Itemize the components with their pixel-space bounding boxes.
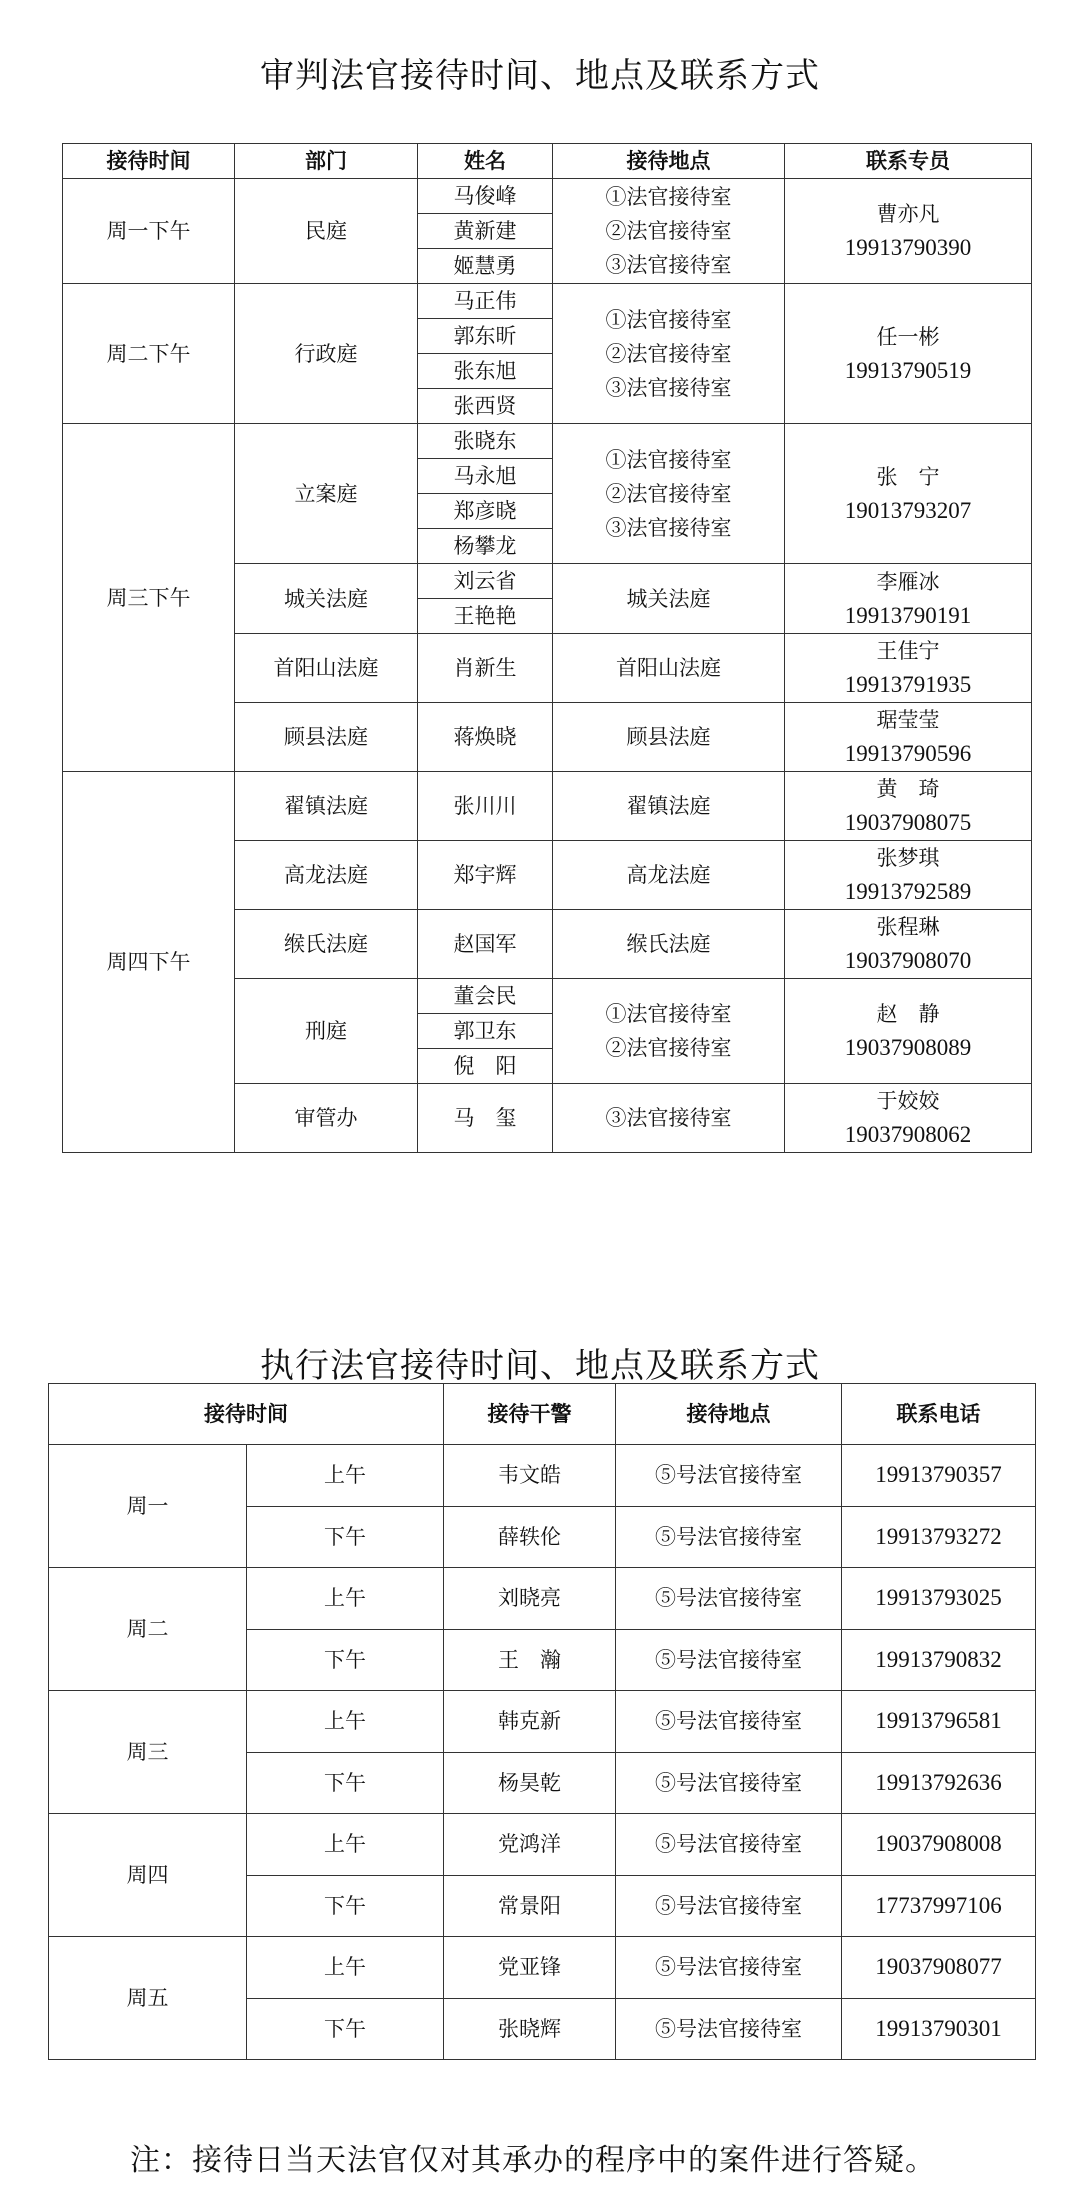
judge-name-cell: 张西贤 <box>418 389 553 424</box>
contact-cell <box>785 1084 1032 1153</box>
reception-time-cell: 周三下午 <box>63 424 235 772</box>
contact-cell <box>785 564 1032 634</box>
exec-table-body <box>49 1445 1036 2060</box>
contact-name: 张程琳 <box>876 915 940 939</box>
place-line: 缑氏法庭 <box>626 932 711 956</box>
exec-day-cell: 周一 <box>49 1445 247 1568</box>
exec-phone-cell: 19913796581 <box>842 1691 1036 1753</box>
place-line: ①法官接待室 <box>605 447 732 472</box>
exec-officer-cell: 王 瀚 <box>444 1629 616 1691</box>
place-cell <box>553 1084 785 1153</box>
exec-period-cell: 上午 <box>247 1568 444 1630</box>
exec-period-cell: 下午 <box>247 1875 444 1937</box>
contact-cell <box>785 979 1032 1084</box>
table-row <box>63 284 1032 319</box>
exec-period-cell: 下午 <box>247 1629 444 1691</box>
table-row <box>63 424 1032 459</box>
dept-cell: 刑庭 <box>235 979 418 1084</box>
exec-officer-cell: 杨昊乾 <box>444 1752 616 1814</box>
judge-name-cell: 蒋焕晓 <box>418 703 553 772</box>
contact-phone: 19037908062 <box>844 1122 972 1147</box>
contact-phone: 19913790390 <box>844 235 972 260</box>
contact-cell <box>785 772 1032 841</box>
header-contact: 联系专员 <box>785 144 1032 179</box>
exec-header-time: 接待时间 <box>49 1384 444 1445</box>
exec-officer-cell: 党鸿洋 <box>444 1814 616 1876</box>
place-cell <box>553 179 785 284</box>
exec-period-cell: 上午 <box>247 1691 444 1753</box>
exec-table-title: 执行法官接待时间、地点及联系方式 <box>260 1346 820 1386</box>
judge-name-cell: 肖新生 <box>418 634 553 703</box>
exec-officer-cell: 韦文皓 <box>444 1445 616 1507</box>
exec-place-cell: ⑤号法官接待室 <box>616 1629 842 1691</box>
judge-name-cell: 黄新建 <box>418 214 553 249</box>
place-cell <box>553 634 785 703</box>
exec-phone-cell: 19913793025 <box>842 1568 1036 1630</box>
contact-cell <box>785 424 1032 564</box>
exec-phone-cell: 19913792636 <box>842 1752 1036 1814</box>
dept-cell: 行政庭 <box>235 284 418 424</box>
contact-phone: 19913790191 <box>844 602 972 628</box>
exec-period-cell: 上午 <box>247 1814 444 1876</box>
place-line: ③法官接待室 <box>605 1106 732 1130</box>
contact-phone: 19037908070 <box>844 948 972 973</box>
dept-cell: 审管办 <box>235 1084 418 1153</box>
place-line: 顾县法庭 <box>626 725 711 749</box>
contact-phone: 19913790596 <box>844 741 972 766</box>
judge-name-cell: 马 玺 <box>418 1084 553 1153</box>
exec-place-cell: ⑤号法官接待室 <box>616 1875 842 1937</box>
judge-name-cell: 姬慧勇 <box>418 249 553 284</box>
exec-day-cell: 周四 <box>49 1814 247 1937</box>
judge-name-cell: 王艳艳 <box>418 599 553 634</box>
exec-period-cell: 下午 <box>247 1752 444 1814</box>
dept-cell: 顾县法庭 <box>235 703 418 772</box>
exec-day-cell: 周三 <box>49 1691 247 1814</box>
exec-phone-cell: 19913790357 <box>842 1445 1036 1507</box>
contact-name: 张 宁 <box>876 464 940 489</box>
table-row <box>49 1937 1036 1999</box>
exec-period-cell: 下午 <box>247 1998 444 2060</box>
exec-period-cell: 上午 <box>247 1445 444 1507</box>
judge-name-cell: 董会民 <box>418 979 553 1014</box>
contact-phone: 19913790519 <box>844 357 972 383</box>
judge-name-cell: 张川川 <box>418 772 553 841</box>
exec-phone-cell: 19913790301 <box>842 1998 1036 2060</box>
place-cell <box>553 910 785 979</box>
judge-name-cell: 倪 阳 <box>418 1049 553 1084</box>
contact-name: 曹亦凡 <box>876 202 940 226</box>
contact-name: 琚莹莹 <box>876 708 940 732</box>
exec-header-officer: 接待干警 <box>444 1384 616 1445</box>
dept-cell: 翟镇法庭 <box>235 772 418 841</box>
judge-name-cell: 张晓东 <box>418 424 553 459</box>
header-time: 接待时间 <box>63 144 235 179</box>
exec-place-cell: ⑤号法官接待室 <box>616 1752 842 1814</box>
table-row <box>63 179 1032 214</box>
exec-phone-cell: 19037908077 <box>842 1937 1036 1999</box>
exec-phone-cell: 19913790832 <box>842 1629 1036 1691</box>
exec-officer-cell: 刘晓亮 <box>444 1568 616 1630</box>
exec-place-cell: ⑤号法官接待室 <box>616 1814 842 1876</box>
dept-cell: 高龙法庭 <box>235 841 418 910</box>
header-name: 姓名 <box>418 144 553 179</box>
place-cell <box>553 703 785 772</box>
exec-officer-cell: 党亚锋 <box>444 1937 616 1999</box>
execution-judges-table <box>48 1383 1036 2060</box>
place-cell <box>553 564 785 634</box>
place-line: ②法官接待室 <box>605 219 732 243</box>
exec-header-place: 接待地点 <box>616 1384 842 1445</box>
contact-cell <box>785 634 1032 703</box>
judge-name-cell: 马正伟 <box>418 284 553 319</box>
place-line: ②法官接待室 <box>605 481 732 506</box>
dept-cell: 城关法庭 <box>235 564 418 634</box>
reception-time-cell: 周四下午 <box>63 772 235 1153</box>
table-row <box>49 1568 1036 1630</box>
place-line: ②法官接待室 <box>605 1036 732 1060</box>
contact-name: 黄 琦 <box>876 777 940 801</box>
exec-place-cell: ⑤号法官接待室 <box>616 1937 842 1999</box>
judge-name-cell: 郭东昕 <box>418 319 553 354</box>
exec-officer-cell: 常景阳 <box>444 1875 616 1937</box>
place-cell <box>553 841 785 910</box>
place-cell <box>553 424 785 564</box>
contact-phone: 19037908089 <box>844 1035 972 1060</box>
judge-name-cell: 郭卫东 <box>418 1014 553 1049</box>
dept-cell: 缑氏法庭 <box>235 910 418 979</box>
place-line: ①法官接待室 <box>605 307 732 332</box>
table-row <box>63 772 1032 841</box>
exec-place-cell: ⑤号法官接待室 <box>616 1998 842 2060</box>
judge-name-cell: 张东旭 <box>418 354 553 389</box>
exec-place-cell: ⑤号法官接待室 <box>616 1691 842 1753</box>
contact-cell <box>785 284 1032 424</box>
contact-cell <box>785 910 1032 979</box>
contact-name: 于姣姣 <box>876 1089 940 1113</box>
dept-cell: 首阳山法庭 <box>235 634 418 703</box>
exec-place-cell: ⑤号法官接待室 <box>616 1445 842 1507</box>
place-line: 城关法庭 <box>626 586 711 611</box>
table-row <box>49 1445 1036 1507</box>
contact-cell <box>785 179 1032 284</box>
header-dept: 部门 <box>235 144 418 179</box>
exec-day-cell: 周五 <box>49 1937 247 2060</box>
table-row <box>49 1691 1036 1753</box>
place-line: ①法官接待室 <box>605 1002 732 1026</box>
contact-phone: 19037908075 <box>844 810 972 835</box>
contact-name: 李雁冰 <box>876 569 940 594</box>
judge-name-cell: 刘云省 <box>418 564 553 599</box>
place-cell <box>553 772 785 841</box>
contact-cell <box>785 841 1032 910</box>
contact-name: 任一彬 <box>876 324 940 349</box>
place-line: ②法官接待室 <box>605 341 732 366</box>
contact-name: 张梦琪 <box>876 846 940 870</box>
contact-phone: 19013793207 <box>844 497 972 523</box>
exec-officer-cell: 韩克新 <box>444 1691 616 1753</box>
exec-header-phone: 联系电话 <box>842 1384 1036 1445</box>
trial-judges-table <box>62 143 1032 1153</box>
contact-name: 王佳宁 <box>876 639 940 663</box>
place-line: ③法官接待室 <box>605 253 732 277</box>
exec-phone-cell: 17737997106 <box>842 1875 1036 1937</box>
judge-name-cell: 杨攀龙 <box>418 529 553 564</box>
exec-officer-cell: 薛轶伦 <box>444 1506 616 1568</box>
footnote: 注：接待日当天法官仅对其承办的程序中的案件进行答疑。 <box>130 2143 936 2178</box>
exec-officer-cell: 张晓辉 <box>444 1998 616 2060</box>
judge-name-cell: 马俊峰 <box>418 179 553 214</box>
judge-name-cell: 赵国军 <box>418 910 553 979</box>
contact-phone: 19913791935 <box>844 672 972 697</box>
dept-cell: 立案庭 <box>235 424 418 564</box>
exec-period-cell: 下午 <box>247 1506 444 1568</box>
place-line: 高龙法庭 <box>626 863 711 887</box>
contact-cell <box>785 703 1032 772</box>
exec-phone-cell: 19037908008 <box>842 1814 1036 1876</box>
dept-cell: 民庭 <box>235 179 418 284</box>
table-row <box>49 1814 1036 1876</box>
place-line: ③法官接待室 <box>605 515 732 540</box>
exec-period-cell: 上午 <box>247 1937 444 1999</box>
contact-name: 赵 静 <box>876 1002 940 1026</box>
place-line: ①法官接待室 <box>605 185 732 209</box>
exec-phone-cell: 19913793272 <box>842 1506 1036 1568</box>
reception-time-cell: 周二下午 <box>63 284 235 424</box>
place-cell <box>553 284 785 424</box>
judge-name-cell: 郑彦晓 <box>418 494 553 529</box>
place-line: 翟镇法庭 <box>626 794 711 818</box>
reception-time-cell: 周一下午 <box>63 179 235 284</box>
exec-day-cell: 周二 <box>49 1568 247 1691</box>
trial-table-body <box>63 179 1032 1153</box>
place-cell <box>553 979 785 1084</box>
judge-name-cell: 郑宇辉 <box>418 841 553 910</box>
contact-phone: 19913792589 <box>844 879 972 904</box>
place-line: 首阳山法庭 <box>616 656 721 680</box>
place-line: ③法官接待室 <box>605 375 732 400</box>
exec-place-cell: ⑤号法官接待室 <box>616 1506 842 1568</box>
header-place: 接待地点 <box>553 144 785 179</box>
exec-place-cell: ⑤号法官接待室 <box>616 1568 842 1630</box>
trial-table-title: 审判法官接待时间、地点及联系方式 <box>260 56 820 96</box>
judge-name-cell: 马永旭 <box>418 459 553 494</box>
